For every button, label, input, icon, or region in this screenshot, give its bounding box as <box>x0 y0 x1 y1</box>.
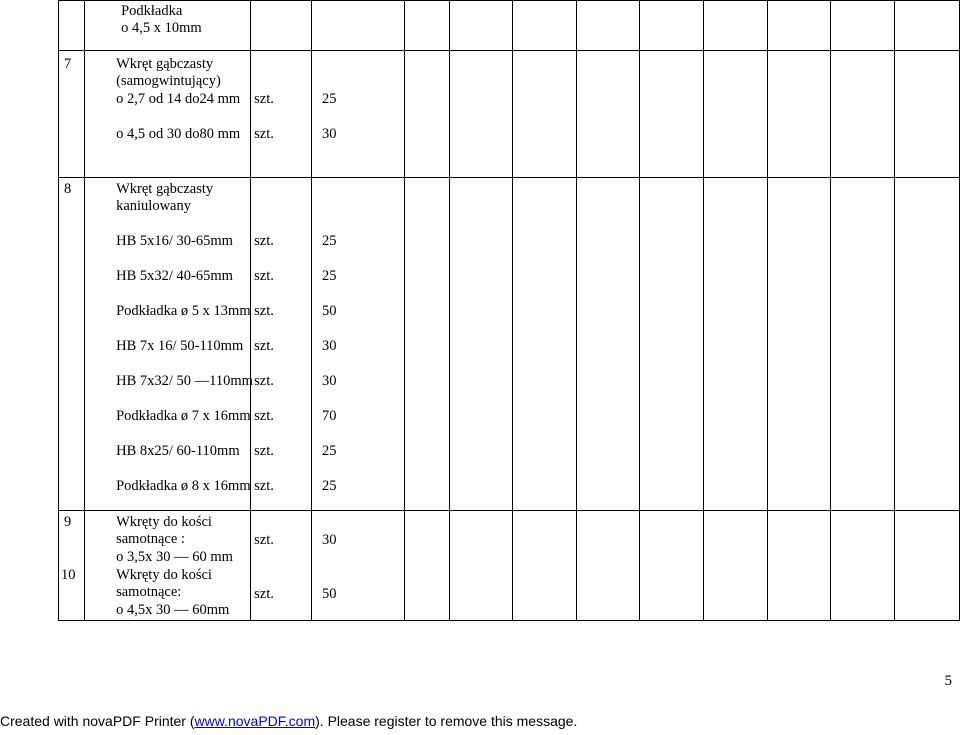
quantity-value: 30 <box>321 338 337 354</box>
empty-cell <box>895 178 960 511</box>
quantity-value: 30 <box>321 532 337 548</box>
unit-value: szt. <box>254 91 274 107</box>
empty-cell <box>404 511 449 621</box>
description-line: Podkładka ø 7 x 16mm <box>116 408 251 424</box>
row-number: 7 <box>64 56 72 72</box>
empty-cell <box>404 1 449 51</box>
quantity-cell <box>311 511 404 621</box>
unit-value: szt. <box>254 126 274 142</box>
description-line: samotnące : <box>116 531 185 547</box>
unit-cell <box>251 511 312 621</box>
quantity-value: 25 <box>321 233 337 249</box>
description-line: o 4,5 x 10mm <box>121 20 202 36</box>
description-line: o 2,7 od 14 do24 mm <box>116 91 241 107</box>
empty-cell <box>704 511 768 621</box>
empty-cell <box>640 1 704 51</box>
empty-cell <box>404 51 449 178</box>
empty-cell <box>704 178 768 511</box>
footer-suffix: ). Please register to remove this message. <box>315 713 578 729</box>
lp-cell <box>59 178 85 511</box>
description-line: HB 5x32/ 40-65mm <box>116 268 233 284</box>
empty-cell <box>895 1 960 51</box>
quantity-cell <box>311 178 404 511</box>
footer-link[interactable]: www.novaPDF.com <box>194 713 316 729</box>
empty-cell <box>831 51 895 178</box>
unit-value: szt. <box>254 303 274 319</box>
table-row <box>59 178 960 511</box>
empty-cell <box>576 51 640 178</box>
quantity-value: 50 <box>321 303 337 319</box>
description-line: samotnące: <box>116 584 182 600</box>
description-line: Wkręty do kości <box>116 567 212 583</box>
empty-cell <box>512 511 576 621</box>
unit-value: szt. <box>254 408 274 424</box>
row-number: 10 <box>61 567 76 583</box>
unit-value: szt. <box>254 443 274 459</box>
empty-cell <box>450 511 513 621</box>
description-line: HB 7x 16/ 50-110mm <box>116 338 244 354</box>
description-line: kaniulowany <box>116 198 191 214</box>
empty-cell <box>404 178 449 511</box>
quantity-value: 25 <box>321 478 337 494</box>
quantity-value: 25 <box>321 91 337 107</box>
empty-cell <box>831 1 895 51</box>
empty-cell <box>512 178 576 511</box>
empty-cell <box>704 51 768 178</box>
empty-cell <box>576 178 640 511</box>
table-row <box>59 1 960 51</box>
unit-value: szt. <box>254 586 274 602</box>
empty-cell <box>767 178 831 511</box>
page-number: 5 <box>944 673 952 689</box>
unit-value: szt. <box>254 338 274 354</box>
quantity-value: 30 <box>321 126 337 142</box>
order-table <box>58 0 960 621</box>
description-line: Wkręt gąbczasty <box>116 181 214 197</box>
quantity-value: 25 <box>321 443 337 459</box>
footer-notice <box>0 713 577 729</box>
empty-cell <box>512 1 576 51</box>
unit-value: szt. <box>254 268 274 284</box>
empty-cell <box>767 51 831 178</box>
table-row <box>59 511 960 621</box>
empty-cell <box>640 511 704 621</box>
description-line: o 3,5x 30 — 60 mm <box>116 549 233 565</box>
footer-prefix: Created with novaPDF Printer ( <box>0 713 195 729</box>
description-cell <box>85 51 251 178</box>
empty-cell <box>895 51 960 178</box>
empty-cell <box>450 178 513 511</box>
description-line: HB 7x32/ 50 —110mm <box>116 373 253 389</box>
unit-cell <box>251 1 312 51</box>
empty-cell <box>767 1 831 51</box>
quantity-cell <box>311 51 404 178</box>
unit-value: szt. <box>254 532 274 548</box>
empty-cell <box>640 178 704 511</box>
empty-cell <box>576 1 640 51</box>
description-cell <box>85 1 251 51</box>
description-line: (samogwintujący) <box>116 73 221 89</box>
description-cell <box>85 511 251 621</box>
description-line: o 4,5x 30 — 60mm <box>116 602 230 618</box>
empty-cell <box>512 51 576 178</box>
description-line: Wkręt gąbczasty <box>116 56 214 72</box>
quantity-cell <box>311 1 404 51</box>
empty-cell <box>895 511 960 621</box>
table-row <box>59 51 960 178</box>
quantity-value: 70 <box>321 408 337 424</box>
description-line: Podkładka ø 8 x 16mm <box>116 478 251 494</box>
row-number: 8 <box>64 181 72 197</box>
empty-cell <box>640 51 704 178</box>
unit-value: szt. <box>254 478 274 494</box>
quantity-value: 25 <box>321 268 337 284</box>
description-line: Podkładka <box>121 3 183 19</box>
row-number: 9 <box>64 514 72 530</box>
unit-value: szt. <box>254 233 274 249</box>
empty-cell <box>704 1 768 51</box>
empty-cell <box>450 1 513 51</box>
empty-cell <box>576 511 640 621</box>
description-line: o 4,5 od 30 do80 mm <box>116 126 241 142</box>
description-line: HB 8x25/ 60-110mm <box>116 443 240 459</box>
description-line: Podkładka ø 5 x 13mm <box>116 303 251 319</box>
lp-cell <box>59 511 85 621</box>
empty-cell <box>831 178 895 511</box>
quantity-value: 30 <box>321 373 337 389</box>
lp-cell <box>59 1 85 51</box>
empty-cell <box>767 511 831 621</box>
description-cell <box>85 178 251 511</box>
unit-value: szt. <box>254 373 274 389</box>
empty-cell <box>450 51 513 178</box>
unit-cell <box>251 178 312 511</box>
lp-cell <box>59 51 85 178</box>
empty-cell <box>831 511 895 621</box>
description-line: HB 5x16/ 30-65mm <box>116 233 233 249</box>
description-line: Wkręty do kości <box>116 514 212 530</box>
quantity-value: 50 <box>321 586 337 602</box>
unit-cell <box>251 51 312 178</box>
